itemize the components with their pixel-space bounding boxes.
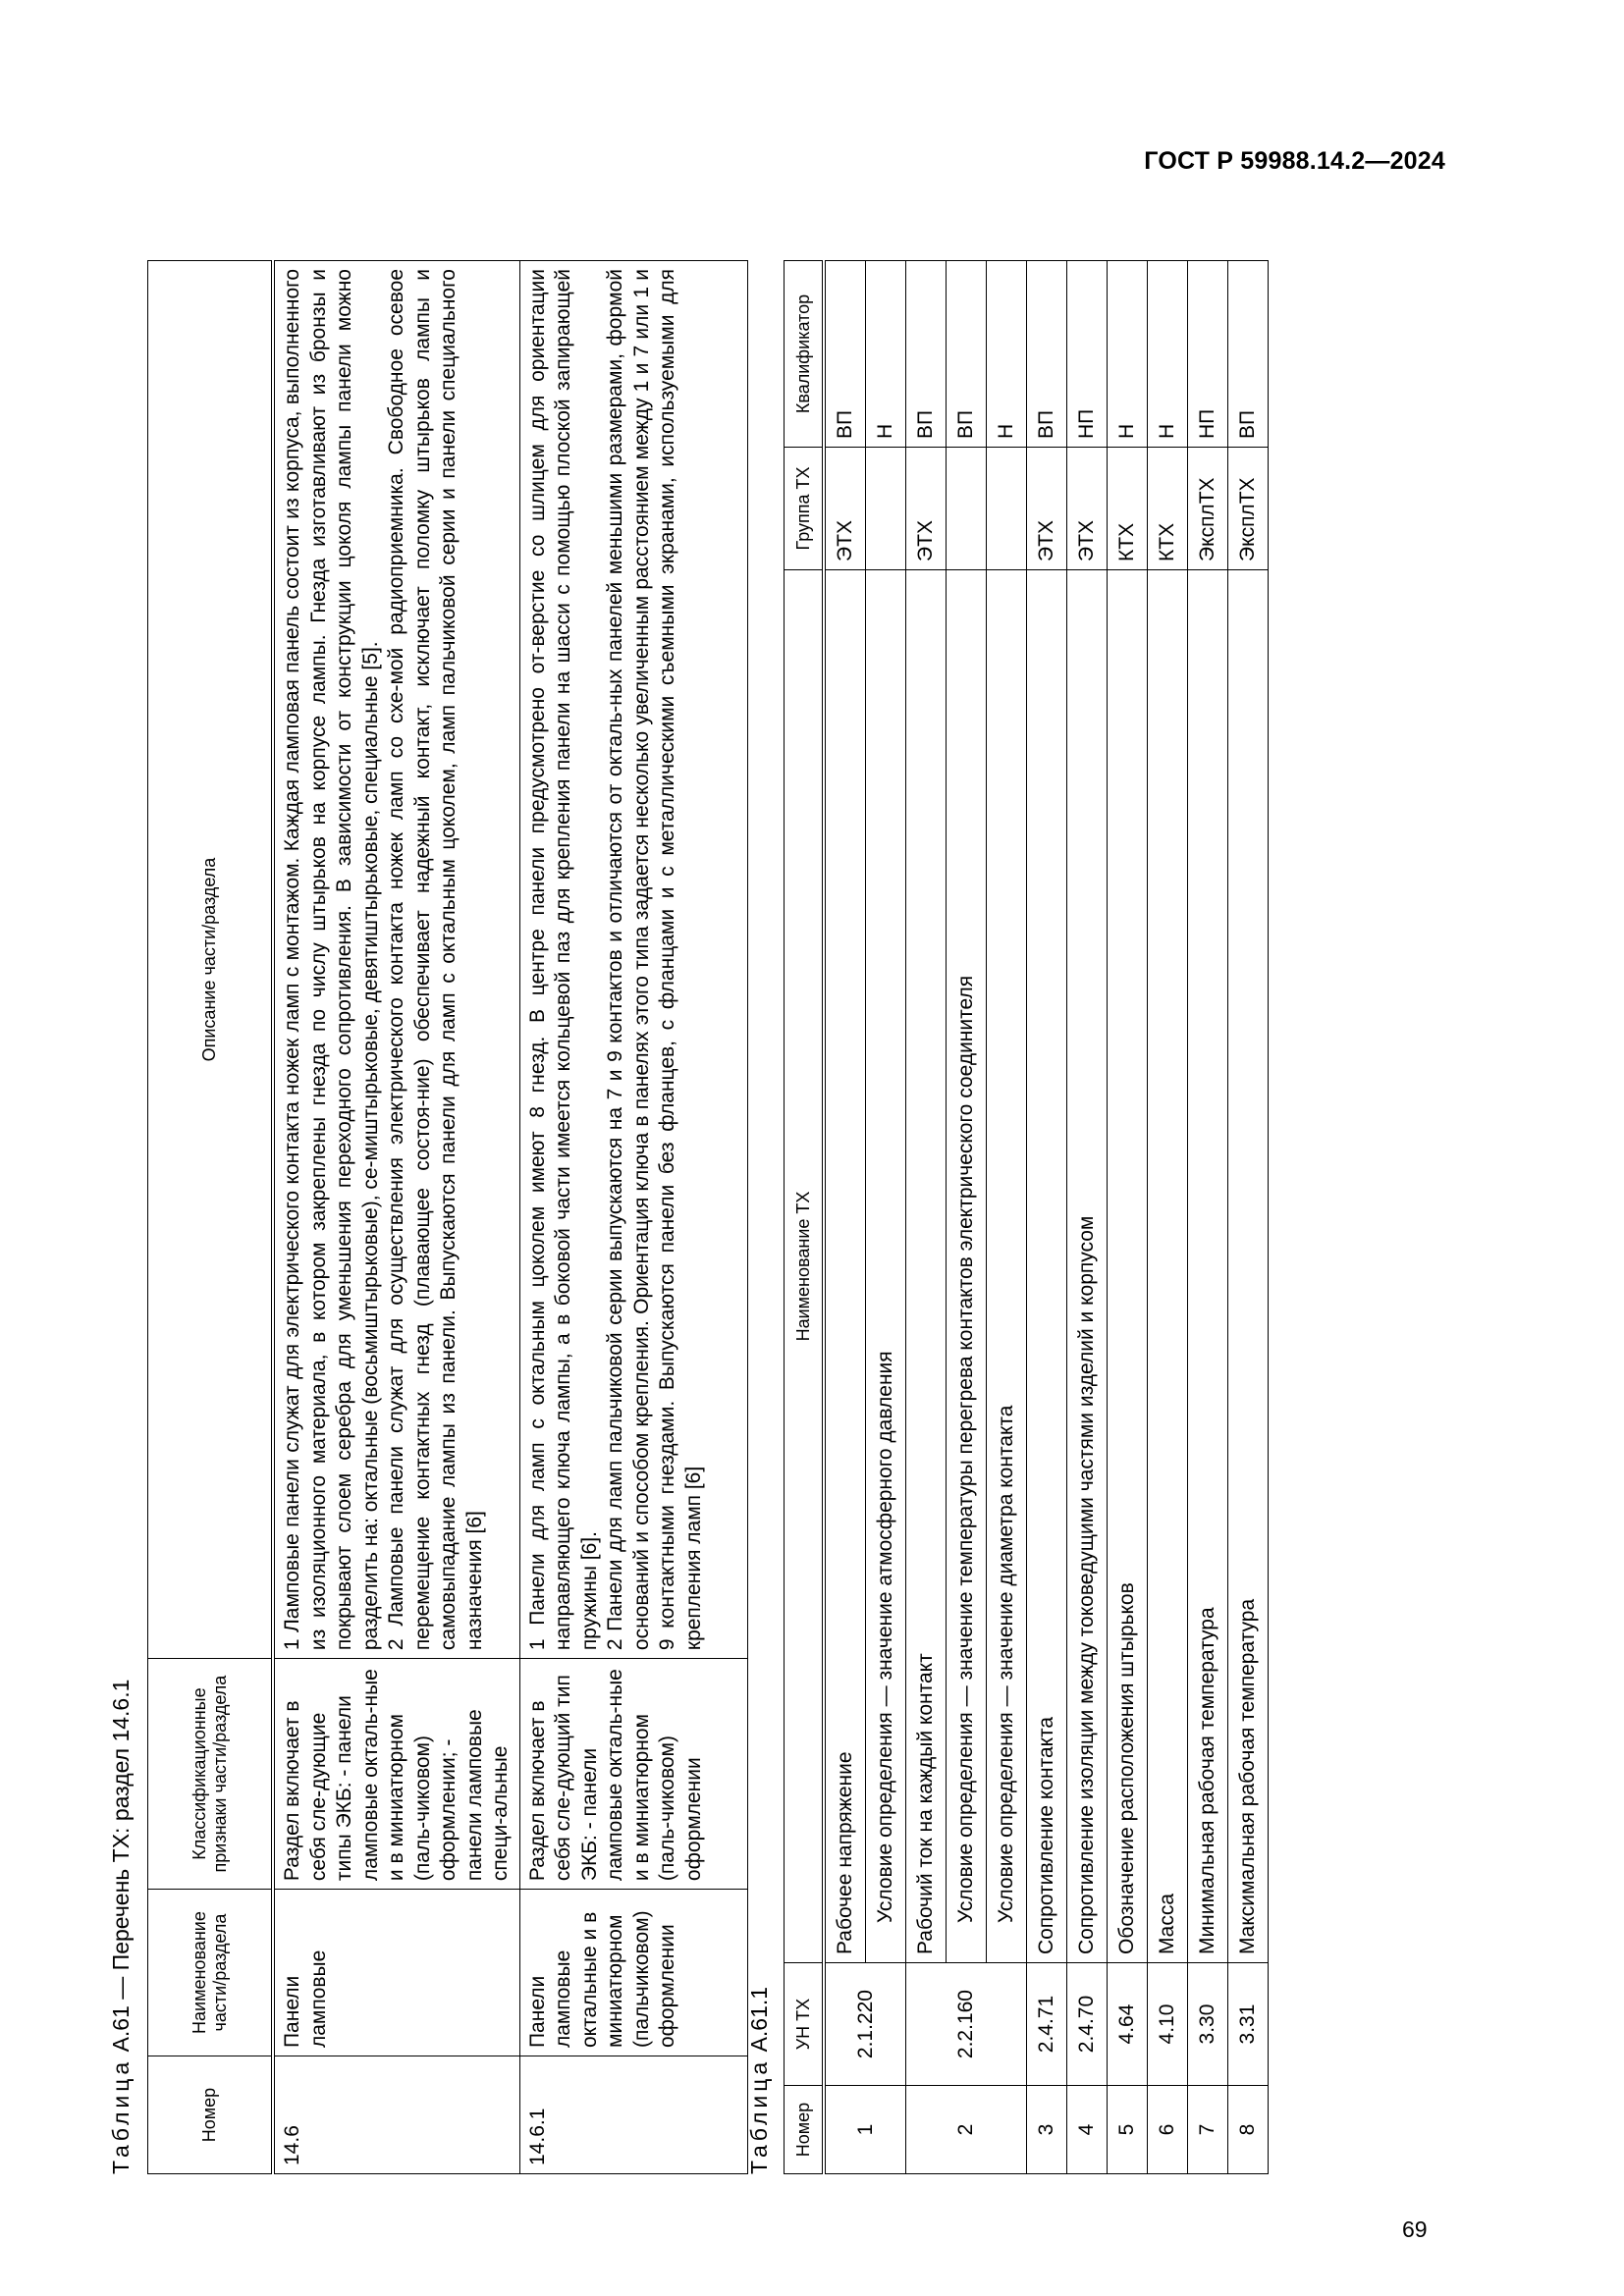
- cell-code: 3.30: [1188, 1963, 1228, 2086]
- cell-code: 3.31: [1228, 1963, 1269, 2086]
- table-row: [947, 261, 987, 2174]
- cell-qualifier: ВП: [1027, 261, 1067, 448]
- table-row: [906, 261, 947, 2174]
- cell-number: 2: [906, 2086, 1027, 2174]
- page-number: 69: [1402, 2216, 1428, 2242]
- cell-qualifier: Н: [866, 261, 906, 448]
- cell-group: КТХ: [1148, 447, 1188, 569]
- cell-name: Сопротивление контакта: [1027, 569, 1067, 1962]
- description-paragraph: 1 Панели для ламп с октальным цоколем имеют 8 гнезд. В центре панели предусмотрено от-верстие со шлицем для ориентации направляющего ключа лампы, а в боковой части имеется кольцевой паз для крепления панели на шасси с помощью плоской запирающей пружины [6].: [525, 269, 601, 1651]
- table-row: [519, 261, 747, 2174]
- cell-qualifier: ВП: [824, 261, 866, 448]
- table-row: [1228, 261, 1269, 2174]
- cell-group: ЭТХ: [1027, 447, 1067, 569]
- col-header-qualifier: Квалификатор: [785, 261, 825, 448]
- cell-group: [987, 447, 1027, 569]
- cell-qualifier: НП: [1188, 261, 1228, 448]
- cell-name: Минимальная рабочая температура: [1188, 569, 1228, 1962]
- cell-name: Обозначение расположения штырьков: [1108, 569, 1148, 1962]
- cell-group: [866, 447, 906, 569]
- cell-group: ЭТХ: [824, 447, 866, 569]
- cell-number: 7: [1188, 2086, 1228, 2174]
- cell-name: Условие определения — значение атмосферного давления: [866, 569, 906, 1962]
- cell-code: 2.4.70: [1067, 1963, 1108, 2086]
- table1-caption: [108, 1680, 135, 2174]
- table-a61: [147, 260, 748, 2174]
- cell-number: 4: [1067, 2086, 1108, 2174]
- col-header-features: Классификационные признаки части/раздела: [148, 1659, 274, 1890]
- cell-code: 2.1.220: [824, 1963, 906, 2086]
- col-header-name: Наименование части/раздела: [148, 1890, 274, 2056]
- cell-qualifier: НП: [1067, 261, 1108, 448]
- table-row: [1067, 261, 1108, 2174]
- table2-header-row: [785, 261, 825, 2174]
- cell-group: [947, 447, 987, 569]
- cell-name: Максимальная рабочая температура: [1228, 569, 1269, 1962]
- cell-code: 2.4.71: [1027, 1963, 1067, 2086]
- cell-name: Сопротивление изоляции между токоведущими частями изделий и корпусом: [1067, 569, 1108, 1962]
- row-number: 14.6: [273, 2056, 519, 2174]
- description-paragraph: 2 Ламповые панели служат для осуществления электрического контакта ножек ламп со схе-мой радиоприемника. Свободное осевое перемещение контактных гнезд (плавающее состоя-ние) обеспечивает надежный контакт, исключает поломку штырьков лампы и самовыпадание лампы из панели. Выпускаются панели для ламп с октальным цоколем, ламп пальчиковой серии и панели специального назначения [6]: [385, 269, 486, 1651]
- cell-code: 4.10: [1148, 1963, 1188, 2086]
- cell-qualifier: ВП: [906, 261, 947, 448]
- table-row: [273, 261, 519, 2174]
- cell-code: 4.64: [1108, 1963, 1148, 2086]
- cell-group: ЭТХ: [1067, 447, 1108, 569]
- row-number: 14.6.1: [519, 2056, 747, 2174]
- caption-text: А.61 — Перечень ТХ: раздел 14.6.1: [108, 1679, 134, 2053]
- table-row: [1108, 261, 1148, 2174]
- cell-number: 1: [824, 2086, 906, 2174]
- cell-code: 2.2.160: [906, 1963, 1027, 2086]
- cell-name: Условие определения — значение температуры перегрева контактов электрического соединителя: [947, 569, 987, 1962]
- caption-prefix: Таблица: [746, 2057, 772, 2174]
- row-name: Панели ламповые: [273, 1890, 519, 2056]
- cell-qualifier: Н: [1148, 261, 1188, 448]
- cell-number: 3: [1027, 2086, 1067, 2174]
- table-row: [824, 261, 866, 2174]
- cell-number: 5: [1108, 2086, 1148, 2174]
- col-header-group: Группа ТХ: [785, 447, 825, 569]
- cell-group: КТХ: [1108, 447, 1148, 569]
- cell-name: Условие определения — значение диаметра контакта: [987, 569, 1027, 1962]
- rotated-page-content: [108, 260, 1424, 2174]
- col-header-code: УН ТХ: [785, 1963, 825, 2086]
- table2-caption: [746, 1987, 773, 2174]
- row-description: [519, 261, 747, 1659]
- row-description: [273, 261, 519, 1659]
- caption-prefix: Таблица: [108, 2057, 134, 2174]
- col-header-name: Наименование ТХ: [785, 569, 825, 1962]
- table-row: [987, 261, 1027, 2174]
- cell-name: Масса: [1148, 569, 1188, 1962]
- table-a61-1: [784, 260, 1269, 2174]
- cell-group: ЭксплТХ: [1228, 447, 1269, 569]
- caption-text: А.61.1: [746, 1986, 772, 2053]
- cell-group: ЭТХ: [906, 447, 947, 569]
- description-paragraph: 1 Ламповые панели служат для электрического контакта ножек ламп с монтажом. Каждая ламповая панель состоит из корпуса, выполненного из изоляционного материала, в котором закреплены гнезда по числу штырьков на корпусе лампы. Гнезда изготавливают из бронзы и покрывают слоем серебра для уменьшения переходного сопротивления. В зависимости от конструкции цоколя лампы панели можно разделить на: октальные (восьмиштырьковые), се-миштырьковые, девятиштырьковые, специальные [5].: [281, 269, 382, 1651]
- cell-qualifier: ВП: [1228, 261, 1269, 448]
- standard-designation: ГОСТ Р 59988.14.2—2024: [1144, 147, 1445, 175]
- cell-qualifier: ВП: [947, 261, 987, 448]
- cell-number: 6: [1148, 2086, 1188, 2174]
- table1-header-row: [148, 261, 274, 2174]
- cell-name: Рабочий ток на каждый контакт: [906, 569, 947, 1962]
- col-header-description: Описание части/раздела: [148, 261, 274, 1659]
- col-header-number: Номер: [785, 2086, 825, 2174]
- table-row: [866, 261, 906, 2174]
- row-features: Раздел включает в себя сле-дующие типы ЭКБ: - панели ламповые окталь-ные и в миниатюрном (паль-чиковом) оформлении; - панели ламповые специ-альные: [273, 1659, 519, 1890]
- cell-group: ЭксплТХ: [1188, 447, 1228, 569]
- cell-name: Рабочее напряжение: [824, 569, 866, 1962]
- row-features: Раздел включает в себя сле-дующий тип ЭКБ: - панели ламповые окталь-ные и в миниатюрном (паль-чиковом) оформлении: [519, 1659, 747, 1890]
- table-row: [1148, 261, 1188, 2174]
- table-row: [1188, 261, 1228, 2174]
- col-header-number: Номер: [148, 2056, 274, 2174]
- row-name: Панели ламповые октальные и в миниатюрном (пальчиковом) оформлении: [519, 1890, 747, 2056]
- cell-qualifier: Н: [1108, 261, 1148, 448]
- cell-number: 8: [1228, 2086, 1269, 2174]
- cell-qualifier: Н: [987, 261, 1027, 448]
- description-paragraph: 2 Панели для ламп пальчиковой серии выпускаются на 7 и 9 контактов и отличаются от окталь-ных панелей меньшими размерами, формой оснований и способом крепления. Ориентация ключа в панелях этого типа задается несколько увеличенным расстоянием между 1 и 7 или 1 и 9 контактными гнездами. Выпускаются панели без фланцев, с фланцами и с металлическими съемными экранами, используемыми для крепления ламп [6]: [604, 269, 705, 1651]
- table-row: [1027, 261, 1067, 2174]
